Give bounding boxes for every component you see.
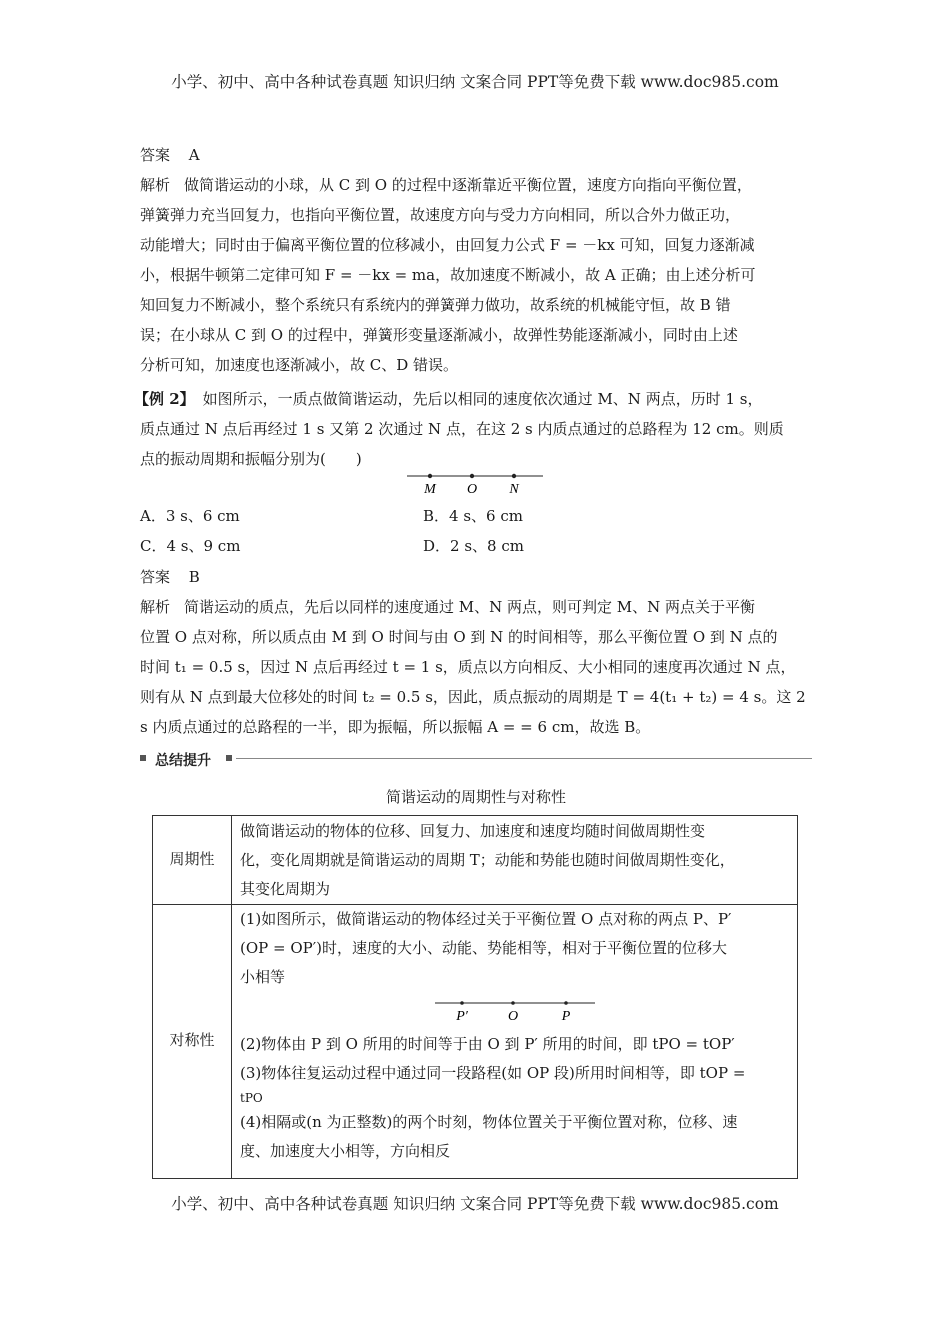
mon-figure xyxy=(405,468,545,498)
analysis-line: 则有从 N 点到最大位移处的时间 t₂ = 0.5 s，因此，质点振动的周期是 T = 4(t₁ + t₂) = 4 s。这 2 xyxy=(140,688,806,706)
label-p: P xyxy=(561,1009,571,1024)
label-m: M xyxy=(424,482,436,497)
analysis-1 xyxy=(140,170,812,380)
bullet-square-icon xyxy=(140,755,146,761)
analysis-label: 解析 xyxy=(140,598,171,616)
option-c: C．4 s、9 cm xyxy=(140,537,241,555)
point-n xyxy=(512,474,516,478)
analysis-line: 小，根据牛顿第二定律可知 F = －kx = ma，故加速度不断减小，故 A 正确；由上述分析可 xyxy=(140,266,756,284)
analysis-line: 时间 t₁ = 0.5 s，因过 N 点后再经过 t = 1 s，质点以方向相反、大小相同的速度再次通过 N 点， xyxy=(140,658,796,676)
analysis-label: 解析 xyxy=(140,176,171,194)
cell-line: tPO xyxy=(240,1091,263,1105)
row-header-periodicity: 周期性 xyxy=(169,850,215,868)
answer-2 xyxy=(140,566,200,587)
option-d: D．2 s、8 cm xyxy=(423,537,524,555)
example-line: 质点通过 N 点后再经过 1 s 又第 2 次通过 N 点，在这 2 s 内质点通过的总路程为 12 cm。则质 xyxy=(140,420,784,438)
summary-label: 总结提升 xyxy=(155,753,211,769)
cell-line: (2)物体由 P 到 O 所用的时间等于由 O 到 P′ 所用的时间，即 tPO = tOP′ xyxy=(240,1035,735,1053)
row-header-symmetry: 对称性 xyxy=(169,1031,215,1049)
cell-line: 度、加速度大小相等，方向相反 xyxy=(240,1142,451,1160)
cell-line: 其变化周期为 xyxy=(240,880,331,898)
point-p-prime xyxy=(460,1001,464,1005)
analysis-line: 误；在小球从 C 到 O 的过程中，弹簧形变量逐渐减小，故弹性势能逐渐减小，同时由上述 xyxy=(140,326,738,344)
option-a: A．3 s、6 cm xyxy=(140,507,240,525)
periodicity-content xyxy=(240,817,790,904)
cell-line: (OP = OP′)时，速度的大小、动能、势能相等，相对于平衡位置的位移大 xyxy=(240,939,727,957)
bullet-square-icon xyxy=(226,755,232,761)
table-title: 简谐运动的周期性与对称性 xyxy=(385,788,566,806)
example-line: 点的振动周期和振幅分别为( ) xyxy=(140,450,362,468)
analysis-line: 简谐运动的质点，先后以同样的速度通过 M、N 两点，则可判定 M、N 两点关于平衡 xyxy=(184,598,756,616)
point-o xyxy=(511,1001,515,1005)
page-header: 小学、初中、高中各种试卷真题 知识归纳 文案合同 PPT等免费下载 www.doc985.com xyxy=(171,73,779,91)
cell-line: 小相等 xyxy=(240,968,286,986)
label-o: O xyxy=(507,1009,519,1024)
analysis-line: 分析可知，加速度也逐渐减小，故 C、D 错误。 xyxy=(140,356,459,374)
analysis-2 xyxy=(140,592,812,742)
cell-line: (1)如图所示，做简谐运动的物体经过关于平衡位置 O 点对称的两点 P、P′ xyxy=(240,910,732,928)
table-column-divider xyxy=(231,816,232,1178)
analysis-line: 弹簧弹力充当回复力，也指向平衡位置，故速度方向与受力方向相同，所以合外力做正功， xyxy=(140,206,741,224)
analysis-line: s 内质点通过的总路程的一半，即为振幅，所以振幅 A = = 6 cm，故选 B。 xyxy=(140,718,651,736)
cell-line: 化，变化周期就是简谐运动的周期 T；动能和势能也随时间做周期性变化， xyxy=(240,851,735,869)
divider-line xyxy=(236,758,812,759)
answer-1 xyxy=(140,144,200,165)
answer-label: 答案 xyxy=(140,146,171,164)
summary-table xyxy=(152,815,798,1179)
cell-line: 做简谐运动的物体的位移、回复力、加速度和速度均随时间做周期性变 xyxy=(240,822,706,840)
label-p-prime: P′ xyxy=(456,1009,468,1024)
answer-label: 答案 xyxy=(140,568,171,586)
symmetry-content xyxy=(240,905,790,1166)
point-m xyxy=(428,474,432,478)
point-p xyxy=(564,1001,568,1005)
example-label: 【例 2】 xyxy=(134,390,195,408)
label-o: O xyxy=(466,482,478,497)
example-2 xyxy=(134,384,806,474)
label-n: N xyxy=(509,482,519,497)
analysis-line: 位置 O 点对称，所以质点由 M 到 O 时间与由 O 到 N 的时间相等，那么平衡位置 O 到 N 点的 xyxy=(140,628,778,646)
point-o xyxy=(470,474,474,478)
option-b: B．4 s、6 cm xyxy=(423,507,523,525)
page-footer: 小学、初中、高中各种试卷真题 知识归纳 文案合同 PPT等免费下载 www.doc985.com xyxy=(171,1195,779,1213)
answer-value: B xyxy=(188,568,200,586)
cell-line: (4)相隔或(n 为正整数)的两个时刻，物体位置关于平衡位置对称，位移、速 xyxy=(240,1113,738,1131)
answer-value: A xyxy=(188,146,200,164)
pop-figure xyxy=(433,999,598,1027)
example-line: 如图所示，一质点做简谐运动，先后以相同的速度依次通过 M、N 两点，历时 1 s， xyxy=(202,390,763,408)
summary-divider xyxy=(140,750,812,768)
analysis-line: 动能增大；同时由于偏离平衡位置的位移减小，由回复力公式 F = －kx 可知，回复力逐渐减 xyxy=(140,236,755,254)
analysis-line: 知回复力不断减小，整个系统只有系统内的弹簧弹力做功，故系统的机械能守恒，故 B 错 xyxy=(140,296,731,314)
cell-line: (3)物体往复运动过程中通过同一段路程(如 OP 段)所用时间相等，即 tOP = xyxy=(240,1064,746,1082)
analysis-line: 做简谐运动的小球，从 C 到 O 的过程中逐渐靠近平衡位置，速度方向指向平衡位置， xyxy=(184,176,752,194)
